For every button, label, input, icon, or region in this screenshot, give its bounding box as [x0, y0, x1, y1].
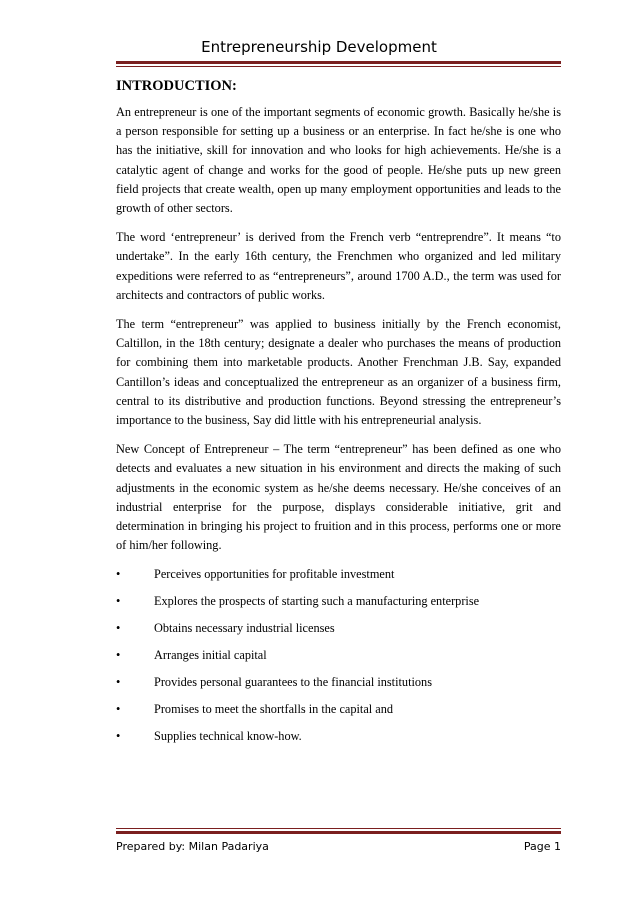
list-item-text: Promises to meet the shortfalls in the capital and [154, 702, 394, 717]
bullet-icon: • [116, 567, 121, 582]
list-item [116, 646, 561, 665]
list-item-text: Arranges initial capital [154, 648, 267, 663]
footer-author: Prepared by: Milan Padariya [116, 840, 269, 853]
paragraph-etymology: The word ‘entrepreneur’ is derived from the French verb “entreprendre”. It means “to undertake”. In the early 16th century, the Frenchmen who organized and led military expeditions were referred to as “entrepreneurs”, around 1700 A.D., the term was used for architects and contractors of public works. [116, 230, 561, 302]
bullet-icon: • [116, 621, 121, 636]
list-item-text: Supplies technical know-how. [154, 729, 302, 744]
paragraph-history: The term “entrepreneur” was applied to business initially by the French economist, Caltillon, in the 18th century; designate a dealer who purchases the means of production for combining them into marketable products. Another Frenchman J.B. Say, expanded Cantillon’s ideas and conceptualized the entrepreneur as an organizer of a business firm, central to its distributive and production functions. Beyond stressing the entrepreneur’s importance to the business, Say did little with his entrepreneurial analysis. [116, 317, 561, 428]
list-item-text: Provides personal guarantees to the financial institutions [154, 675, 432, 690]
bullet-icon: • [116, 594, 121, 609]
paragraph-new-concept: New Concept of Entrepreneur – The term “entrepreneur” has been defined as one who detects and evaluates a new situation in his environment and directs the making of such adjustments in the economic system as he/she deems necessary. He/she conceives of an industrial enterprise for the purpose, displays considerable initiative, grit and determination in bringing his project to fruition and in this process, performs one or more of him/her following. [116, 442, 561, 553]
section-heading: INTRODUCTION: [116, 78, 237, 94]
list-item [116, 619, 561, 638]
list-item [116, 592, 561, 611]
list-item [116, 673, 561, 692]
footer-rule-thick [116, 831, 561, 834]
bullet-icon: • [116, 729, 121, 744]
paragraph-intro: An entrepreneur is one of the important segments of economic growth. Basically he/she is a person responsible for setting up a business or an enterprise. In fact he/she is one who has the initiative, skill for innovation and who looks for high achievements. He/she is a catalytic agent of change and works for the good of people. He/she puts up new green field projects that create wealth, open up many employment opportunities and leads to the growth of other sectors. [116, 105, 561, 216]
bullet-icon: • [116, 702, 121, 717]
footer-page-number: Page 1 [523, 840, 561, 853]
footer-rule-thin [116, 828, 561, 829]
bullet-icon: • [116, 648, 121, 663]
bullet-icon: • [116, 675, 121, 690]
list-item [116, 727, 561, 746]
list-item-text: Perceives opportunities for profitable investment [154, 567, 395, 582]
functions-list [116, 565, 561, 746]
header-rule-thick [116, 61, 561, 64]
list-item-text: Explores the prospects of starting such a manufacturing enterprise [154, 594, 480, 609]
header-rule-thin [116, 66, 561, 67]
list-item [116, 700, 561, 719]
list-item-text: Obtains necessary industrial licenses [154, 621, 335, 636]
page-header-title: Entrepreneurship Development [201, 38, 437, 56]
list-item [116, 565, 561, 584]
main-content [116, 77, 561, 754]
